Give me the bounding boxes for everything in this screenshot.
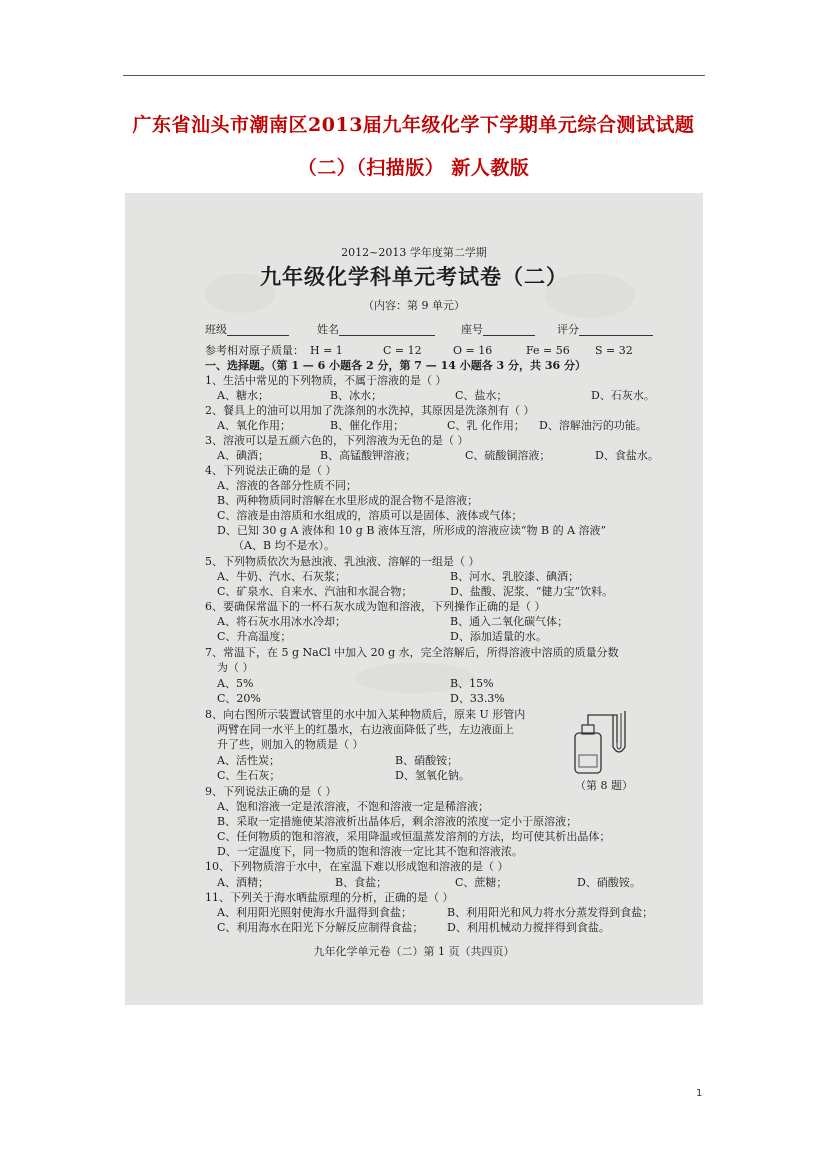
q8-stem: 8、向右图所示装置试管里的水中加入某种物质后，原来 U 形管内: [205, 708, 526, 721]
name-blank: [339, 323, 435, 336]
q8-stem-line3: 升了些，则加入的物质是（ ）: [217, 738, 364, 751]
q5-option-a: A、牛奶、汽水、石灰浆；: [217, 570, 346, 583]
name-label: 姓名: [317, 323, 339, 336]
q6-stem: 6、要确保常温下的一杯石灰水成为饱和溶液，下列操作正确的是（ ）: [205, 600, 546, 613]
test-tube: [579, 755, 597, 767]
q3-stem: 3、溶液可以是五颜六色的，下列溶液为无色的是（ ）: [205, 434, 469, 447]
atomic-mass-fe: Fe = 56: [526, 344, 570, 357]
atomic-mass-o: O = 16: [453, 344, 493, 357]
q8-option-d: D、氢氧化钠。: [395, 769, 470, 782]
document-title-line2: （二）（扫描版） 新人教版: [297, 157, 530, 179]
page-number: 1: [696, 1088, 703, 1099]
name-field: [317, 323, 435, 336]
q3-option-d: D、食盐水。: [595, 449, 659, 462]
class-field: [205, 323, 289, 336]
q9-option-b: B、采取一定措施使某溶液析出晶体后，剩余溶液的浓度一定小于原溶液；: [217, 815, 578, 828]
atomic-mass-c: C = 12: [383, 344, 422, 357]
atomic-mass-s: S = 32: [595, 344, 633, 357]
q2-option-a: A、氧化作用；: [217, 419, 291, 432]
scanned-exam-page: [125, 193, 703, 1005]
document-title-line1: 广东省汕头市潮南区2013届九年级化学下学期单元综合测试试题: [132, 114, 695, 136]
class-blank: [227, 323, 289, 336]
q5-stem: 5、下列物质依次为悬浊液、乳浊液、溶解的一组是（ ）: [205, 555, 480, 568]
section-heading: 一、选择题。（第 1 — 6 小题各 2 分，第 7 — 14 小题各 3 分，共 36 分）: [205, 359, 586, 372]
q8-option-b: B、硝酸铵；: [395, 754, 459, 767]
q9-option-d: D、一定温度下，同一物质的饱和溶液一定比其不饱和溶液浓。: [217, 845, 523, 858]
q7-option-b: B、15%: [450, 677, 494, 690]
q8-option-c: C、生石灰；: [217, 769, 281, 782]
q9-option-c: C、任何物质的饱和溶液，采用降温或恒温蒸发溶剂的方法，均可使其析出晶体；: [217, 830, 611, 843]
q3-option-a: A、碘酒；: [217, 449, 269, 462]
score-label: 评分: [557, 323, 579, 336]
q7-stem-continued: 为（ ）: [217, 661, 254, 674]
q5-option-d: D、盐酸、泥浆、“健力宝”饮料。: [450, 585, 614, 598]
q11-option-c: C、利用海水在阳光下分解反应制得食盐；: [217, 921, 424, 934]
q2-option-b: B、催化作用；: [330, 419, 405, 432]
seat-field: [461, 323, 535, 336]
q9-option-a: A、饱和溶液一定是浓溶液，不饱和溶液一定是稀溶液；: [217, 800, 489, 813]
q4-option-c: C、溶液是由溶质和水组成的，溶质可以是固体、液体或气体；: [217, 509, 523, 522]
atomic-mass-label: 参考相对原子质量：: [205, 344, 304, 357]
q6-option-c: C、升高温度；: [217, 630, 292, 643]
q4-stem: 4、下列说法正确的是（ ）: [205, 464, 337, 477]
q2-option-d: D、溶解油污的功能。: [539, 419, 647, 432]
q6-option-a: A、将石灰水用冰水冷却；: [217, 615, 346, 628]
q3-option-c: C、硫酸铜溶液；: [465, 449, 551, 462]
q2-stem: 2、餐具上的油可以用加了洗涤剂的水洗掉，其原因是洗涤剂有（ ）: [205, 404, 535, 417]
q10-option-a: A、酒精；: [217, 876, 269, 889]
score-blank: [579, 323, 653, 336]
q9-stem: 9、下列说法正确的是（ ）: [205, 785, 337, 798]
score-field: [557, 323, 653, 336]
q5-option-b: B、河水、乳胶漆、碘酒；: [450, 570, 580, 583]
q4-option-d-note: （A、B 均不是水）。: [233, 539, 336, 552]
q7-option-c: C、20%: [217, 692, 261, 705]
q11-option-b: B、利用阳光和风力将水分蒸发得到食盐；: [447, 906, 654, 919]
q10-stem: 10、下列物质溶于水中，在室温下难以形成饱和溶液的是（ ）: [205, 860, 509, 873]
q1-stem: 1、生活中常见的下列物质，不属于溶液的是（ ）: [205, 374, 447, 387]
exam-scope: （内容：第 9 单元）: [363, 299, 465, 312]
q11-stem: 11、下列关于海水晒盐原理的分析，正确的是（ ）: [205, 891, 454, 904]
q3-option-b: B、高锰酸钾溶液；: [320, 449, 417, 462]
top-rule: [123, 75, 705, 76]
q10-option-c: C、蔗糖；: [455, 876, 508, 889]
atomic-mass-h: H = 1: [310, 344, 343, 357]
u-tube: [613, 711, 625, 752]
seat-blank: [483, 323, 535, 336]
q5-option-c: C、矿泉水、自来水、汽油和水混合物；: [217, 585, 413, 598]
scan-page-footer: 九年化学单元卷（二）第 1 页（共四页）: [313, 945, 515, 958]
q10-option-d: D、硝酸铵。: [577, 876, 641, 889]
q11-option-a: A、利用阳光照射使海水升温得到食盐；: [217, 906, 412, 919]
q7-stem: 7、常温下，在 5 g NaCl 中加入 20 g 水，完全溶解后，所得溶液中溶质的质量分数: [205, 646, 619, 659]
q4-option-d: D、已知 30 g A 液体和 10 g B 液体互溶，所形成的溶液应读“物 B 的 A 溶液”: [217, 524, 607, 537]
q1-option-d: D、石灰水。: [591, 389, 655, 402]
seat-label: 座号: [461, 323, 483, 336]
exam-title: 九年级化学科单元考试卷（二）: [260, 264, 568, 289]
q1-option-c: C、盐水；: [455, 389, 508, 402]
q4-option-a: A、溶液的各部分性质不同；: [217, 479, 357, 492]
q7-option-d: D、33.3%: [450, 692, 505, 705]
q10-option-b: B、食盐；: [335, 876, 388, 889]
exam-term: 2012~2013 学年度第二学期: [341, 246, 487, 259]
q8-option-a: A、活性炭；: [217, 754, 280, 767]
q4-option-b: B、两种物质同时溶解在水里形成的混合物不是溶液；: [217, 494, 479, 507]
q1-option-a: A、糖水；: [217, 389, 269, 402]
q2-option-c: C、乳 化作用；: [447, 419, 525, 432]
q11-option-d: D、利用机械动力搅拌得到食盐。: [447, 921, 610, 934]
q7-option-a: A、5%: [217, 677, 254, 690]
q6-option-d: D、添加适量的水。: [450, 630, 547, 643]
figure-caption: （第 8 题）: [575, 779, 633, 792]
q8-stem-line2: 两臂在同一水平上的红墨水，右边液面降低了些，左边液面上: [217, 723, 514, 736]
class-label: 班级: [205, 323, 227, 336]
q6-option-b: B、通入二氧化碳气体；: [450, 615, 569, 628]
q1-option-b: B、冰水；: [330, 389, 383, 402]
